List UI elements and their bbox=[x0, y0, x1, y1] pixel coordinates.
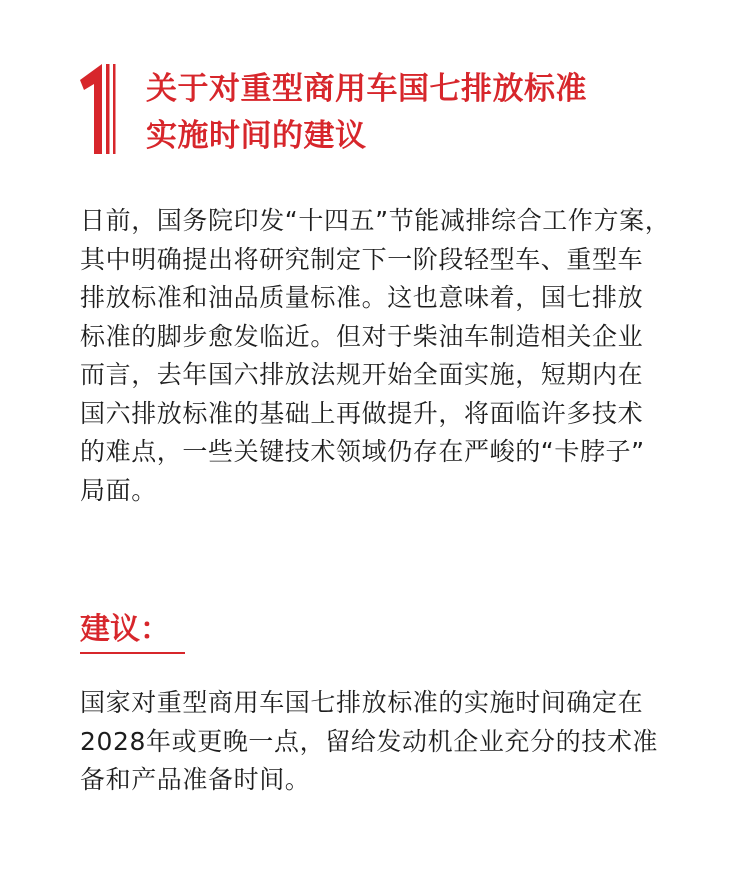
suggestion-line: 备和产品准备时间。 bbox=[80, 765, 311, 794]
suggestion-label: 建议： bbox=[80, 612, 170, 647]
suggestion-paragraph bbox=[80, 684, 658, 800]
section-title bbox=[146, 66, 587, 160]
body-line: 标准的脚步愈发临近。但对于柴油车制造相关企业 bbox=[80, 321, 644, 351]
section-number-graphic bbox=[80, 62, 120, 156]
body-line: 的难点，一些关键技术领域仍存在严峻的“卡脖子” bbox=[80, 437, 645, 466]
title-line: 关于对重型商用车国七排放标准 bbox=[146, 71, 587, 107]
body-line: 局面。 bbox=[80, 475, 157, 505]
suggestion-heading bbox=[80, 610, 185, 654]
title-line: 实施时间的建议 bbox=[146, 118, 367, 154]
body-line: 而言，去年国六排放法规开始全面实施，短期内在 bbox=[80, 360, 644, 389]
suggestion-line: 国家对重型商用车国七排放标准的实施时间确定在 bbox=[80, 688, 644, 717]
body-line: 日前，国务院印发“十四五”节能减排综合工作方案， bbox=[80, 206, 671, 235]
body-line: 其中明确提出将研究制定下一阶段轻型车、重型车 bbox=[80, 244, 644, 274]
section-header bbox=[80, 62, 700, 162]
body-line: 排放标准和油品质量标准。这也意味着，国七排放 bbox=[80, 283, 644, 312]
body-line: 国六排放标准的基础上再做提升，将面临许多技术 bbox=[80, 398, 644, 428]
suggestion-line: 2028年或更晚一点，留给发动机企业充分的技术准 bbox=[80, 726, 659, 756]
body-paragraph bbox=[80, 202, 670, 510]
